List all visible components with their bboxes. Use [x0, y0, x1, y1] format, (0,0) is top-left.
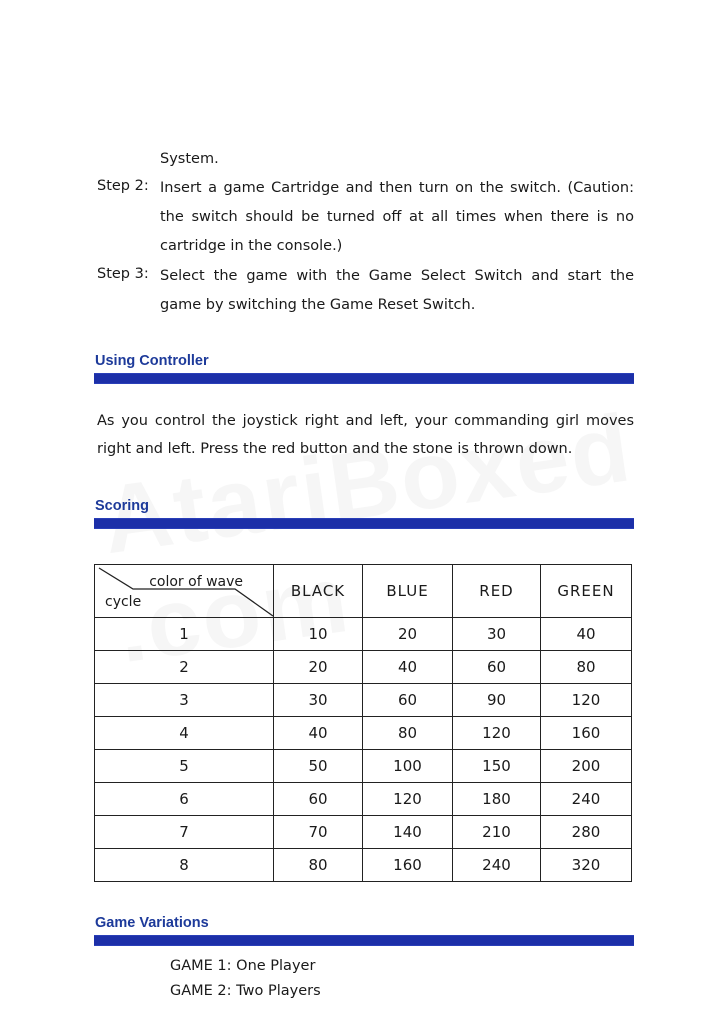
cycle-cell: 5	[95, 750, 274, 783]
table-header-row	[95, 565, 632, 618]
step2-line-1: Insert a game Cartridge and then turn on the switch. (Caution:	[160, 180, 634, 196]
score-cell: 280	[541, 816, 632, 849]
table-corner-cell	[95, 565, 274, 618]
scoring-table	[94, 564, 632, 882]
score-cell: 100	[363, 750, 453, 783]
score-cell: 210	[453, 816, 541, 849]
score-cell: 240	[453, 849, 541, 882]
score-cell: 150	[453, 750, 541, 783]
step3-line-1: Select the game with the Game Select Switch and start the	[160, 268, 634, 284]
step3-label: Step 3:	[97, 266, 149, 282]
column-header-green: GREEN	[541, 565, 632, 618]
cycle-cell: 8	[95, 849, 274, 882]
controller-line-2: right and left. Press the red button and the stone is thrown down.	[97, 441, 573, 457]
cycle-cell: 4	[95, 717, 274, 750]
controller-line-1: As you control the joystick right and left, your commanding girl moves	[97, 413, 634, 429]
table-row	[95, 849, 632, 882]
game-variation-1: GAME 1: One Player	[170, 958, 316, 974]
column-header-red: RED	[453, 565, 541, 618]
cycle-cell: 7	[95, 816, 274, 849]
section-title-scoring: Scoring	[95, 498, 149, 514]
table-row	[95, 783, 632, 816]
step2-line-2: the switch should be turned off at all times when there is no	[160, 209, 634, 225]
section-rule-scoring	[94, 518, 634, 528]
section-title-variations: Game Variations	[95, 915, 209, 931]
score-cell: 200	[541, 750, 632, 783]
table-row	[95, 717, 632, 750]
score-cell: 30	[274, 684, 363, 717]
score-cell: 50	[274, 750, 363, 783]
game-variation-2: GAME 2: Two Players	[170, 983, 321, 999]
score-cell: 20	[274, 651, 363, 684]
column-header-black: BLACK	[274, 565, 363, 618]
score-cell: 40	[274, 717, 363, 750]
column-header-blue: BLUE	[363, 565, 453, 618]
table-row	[95, 816, 632, 849]
table-row	[95, 750, 632, 783]
cycle-cell: 2	[95, 651, 274, 684]
corner-label-color-of-wave: color of wave	[149, 574, 243, 590]
score-cell: 40	[541, 618, 632, 651]
step1-continuation: System.	[160, 151, 219, 167]
table-row	[95, 684, 632, 717]
score-cell: 140	[363, 816, 453, 849]
score-cell: 20	[363, 618, 453, 651]
score-cell: 160	[541, 717, 632, 750]
table-row	[95, 618, 632, 651]
score-cell: 80	[274, 849, 363, 882]
corner-label-cycle: cycle	[105, 594, 142, 610]
cycle-cell: 3	[95, 684, 274, 717]
score-cell: 10	[274, 618, 363, 651]
cycle-cell: 1	[95, 618, 274, 651]
score-cell: 30	[453, 618, 541, 651]
cycle-cell: 6	[95, 783, 274, 816]
section-title-controller: Using Controller	[95, 353, 209, 369]
score-cell: 240	[541, 783, 632, 816]
step3-line-2: game by switching the Game Reset Switch.	[160, 297, 476, 313]
score-cell: 80	[363, 717, 453, 750]
score-cell: 60	[453, 651, 541, 684]
score-cell: 320	[541, 849, 632, 882]
score-cell: 120	[363, 783, 453, 816]
score-cell: 160	[363, 849, 453, 882]
table-row	[95, 651, 632, 684]
score-cell: 60	[363, 684, 453, 717]
score-cell: 60	[274, 783, 363, 816]
score-cell: 70	[274, 816, 363, 849]
score-cell: 40	[363, 651, 453, 684]
section-rule-controller	[94, 373, 634, 383]
step2-line-3: cartridge in the console.)	[160, 238, 343, 254]
score-cell: 80	[541, 651, 632, 684]
score-cell: 120	[541, 684, 632, 717]
score-cell: 90	[453, 684, 541, 717]
score-cell: 120	[453, 717, 541, 750]
score-cell: 180	[453, 783, 541, 816]
step2-label: Step 2:	[97, 178, 149, 194]
section-rule-variations	[94, 935, 634, 945]
